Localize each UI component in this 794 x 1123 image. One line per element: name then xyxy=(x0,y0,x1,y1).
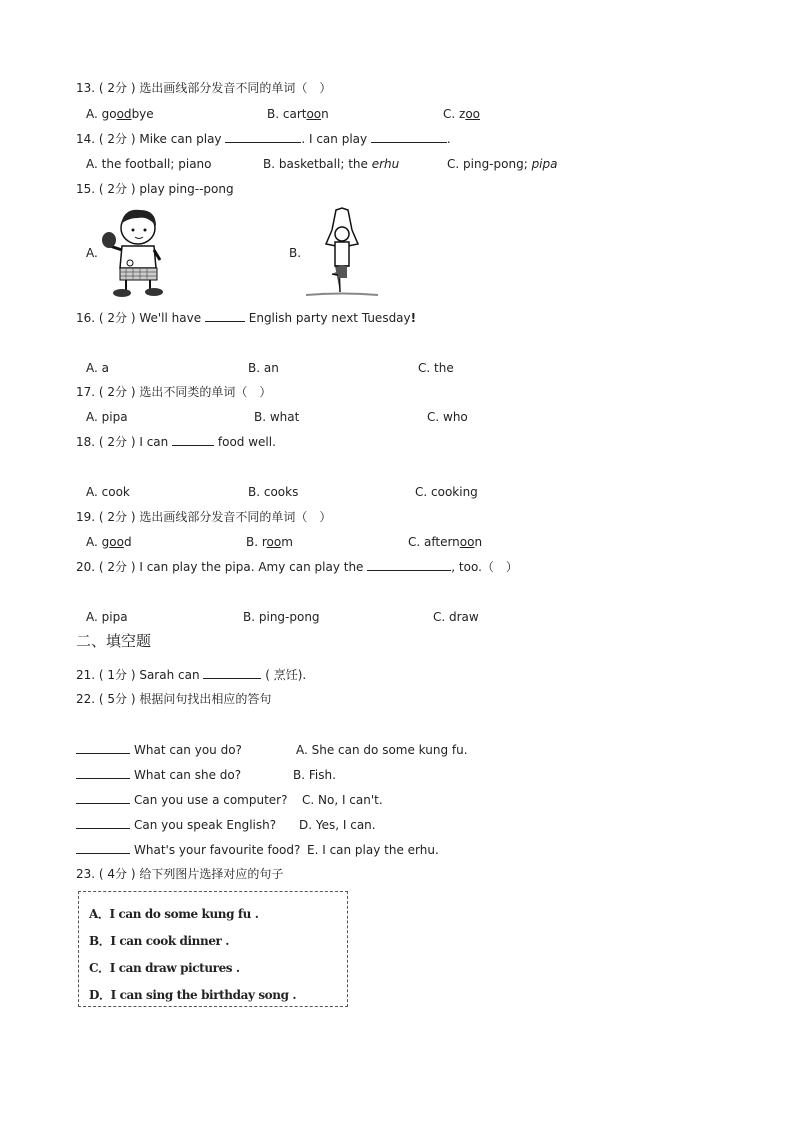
q22-answer-option: D. Yes, I can. xyxy=(299,818,376,832)
q21-stem: 21. ( 1分 ) Sarah can ( 烹饪). xyxy=(76,668,307,682)
q23-sentence-c: C．I can draw pictures . xyxy=(89,961,240,975)
q22-row: What can she do? xyxy=(76,767,241,783)
q22-answer-blank[interactable] xyxy=(76,742,130,754)
q19-option-a[interactable]: A. good xyxy=(86,535,132,549)
q21-blank[interactable] xyxy=(203,667,261,679)
q22-row: What can you do? xyxy=(76,742,242,758)
q20-stem: 20. ( 2分 ) I can play the pipa. Amy can play the , too.（ ） xyxy=(76,560,518,574)
q14-stem: 14. ( 2分 ) Mike can play . I can play . xyxy=(76,132,451,146)
q20-option-c[interactable]: C. draw xyxy=(433,610,479,624)
q13-option-b[interactable]: B. cartoon xyxy=(267,107,329,121)
q22-answer-blank[interactable] xyxy=(76,817,130,829)
ping-pong-boy-image xyxy=(102,206,166,298)
q18-option-c[interactable]: C. cooking xyxy=(415,485,478,499)
q14-option-c[interactable]: C. ping-pong; pipa xyxy=(447,157,558,171)
q16-option-b[interactable]: B. an xyxy=(248,361,279,375)
q23-sentence-d: D．I can sing the birthday song . xyxy=(89,988,297,1002)
q16-option-c[interactable]: C. the xyxy=(418,361,454,375)
q14-option-a[interactable]: A. the football; piano xyxy=(86,157,212,171)
q17-option-a[interactable]: A. pipa xyxy=(86,410,128,424)
q16-stem: 16. ( 2分 ) We'll have English party next Tuesday! xyxy=(76,311,417,325)
q22-row: What's your favourite food? xyxy=(76,842,300,858)
q17-stem: 17. ( 2分 ) 选出不同类的单词（ ） xyxy=(76,385,272,399)
q15-option-a-label[interactable]: A. xyxy=(86,246,98,260)
q13-option-a[interactable]: A. goodbye xyxy=(86,107,154,121)
q13-stem: 13. ( 2分 ) 选出画线部分发音不同的单词（ ） xyxy=(76,81,332,95)
q20-option-b[interactable]: B. ping-pong xyxy=(243,610,320,624)
q22-answer-option: A. She can do some kung fu. xyxy=(296,743,468,757)
q17-option-c[interactable]: C. who xyxy=(427,410,468,424)
q13-option-c[interactable]: C. zoo xyxy=(443,107,480,121)
section-2-heading: 二、填空题 xyxy=(76,632,152,650)
q19-stem: 19. ( 2分 ) 选出画线部分发音不同的单词（ ） xyxy=(76,510,332,524)
q18-option-a[interactable]: A. cook xyxy=(86,485,130,499)
q16-option-a[interactable]: A. a xyxy=(86,361,109,375)
q22-row: Can you speak English? xyxy=(76,817,276,833)
q22-answer-option: C. No, I can't. xyxy=(302,793,383,807)
q22-answer-blank[interactable] xyxy=(76,767,130,779)
q16-blank[interactable] xyxy=(205,310,245,322)
q14-blank-1[interactable] xyxy=(225,131,301,143)
q18-option-b[interactable]: B. cooks xyxy=(248,485,299,499)
q23-sentence-a: A．I can do some kung fu . xyxy=(89,907,259,921)
q15-stem: 15. ( 2分 ) play ping--pong xyxy=(76,182,234,196)
q22-answer-option: E. I can play the erhu. xyxy=(307,843,439,857)
q18-blank[interactable] xyxy=(172,434,214,446)
q22-answer-blank[interactable] xyxy=(76,792,130,804)
q20-blank[interactable] xyxy=(367,559,451,571)
q15-option-b-label[interactable]: B. xyxy=(289,246,302,260)
q17-option-b[interactable]: B. what xyxy=(254,410,300,424)
q22-answer-blank[interactable] xyxy=(76,842,130,854)
q22-row: Can you use a computer? xyxy=(76,792,287,808)
yoga-girl-image xyxy=(302,206,382,300)
q23-sentence-b: B．I can cook dinner . xyxy=(89,934,230,948)
q19-option-c[interactable]: C. afternoon xyxy=(408,535,483,549)
q14-option-b[interactable]: B. basketball; the erhu xyxy=(263,157,400,171)
q19-option-b[interactable]: B. room xyxy=(246,535,293,549)
q22-stem: 22. ( 5分 ) 根据问句找出相应的答句 xyxy=(76,692,272,706)
q18-stem: 18. ( 2分 ) I can food well. xyxy=(76,435,276,449)
q22-answer-option: B. Fish. xyxy=(293,768,336,782)
q23-sentence-box xyxy=(78,891,348,1007)
q23-stem: 23. ( 4分 ) 给下列图片选择对应的句子 xyxy=(76,867,284,881)
q20-option-a[interactable]: A. pipa xyxy=(86,610,128,624)
q14-blank-2[interactable] xyxy=(371,131,447,143)
